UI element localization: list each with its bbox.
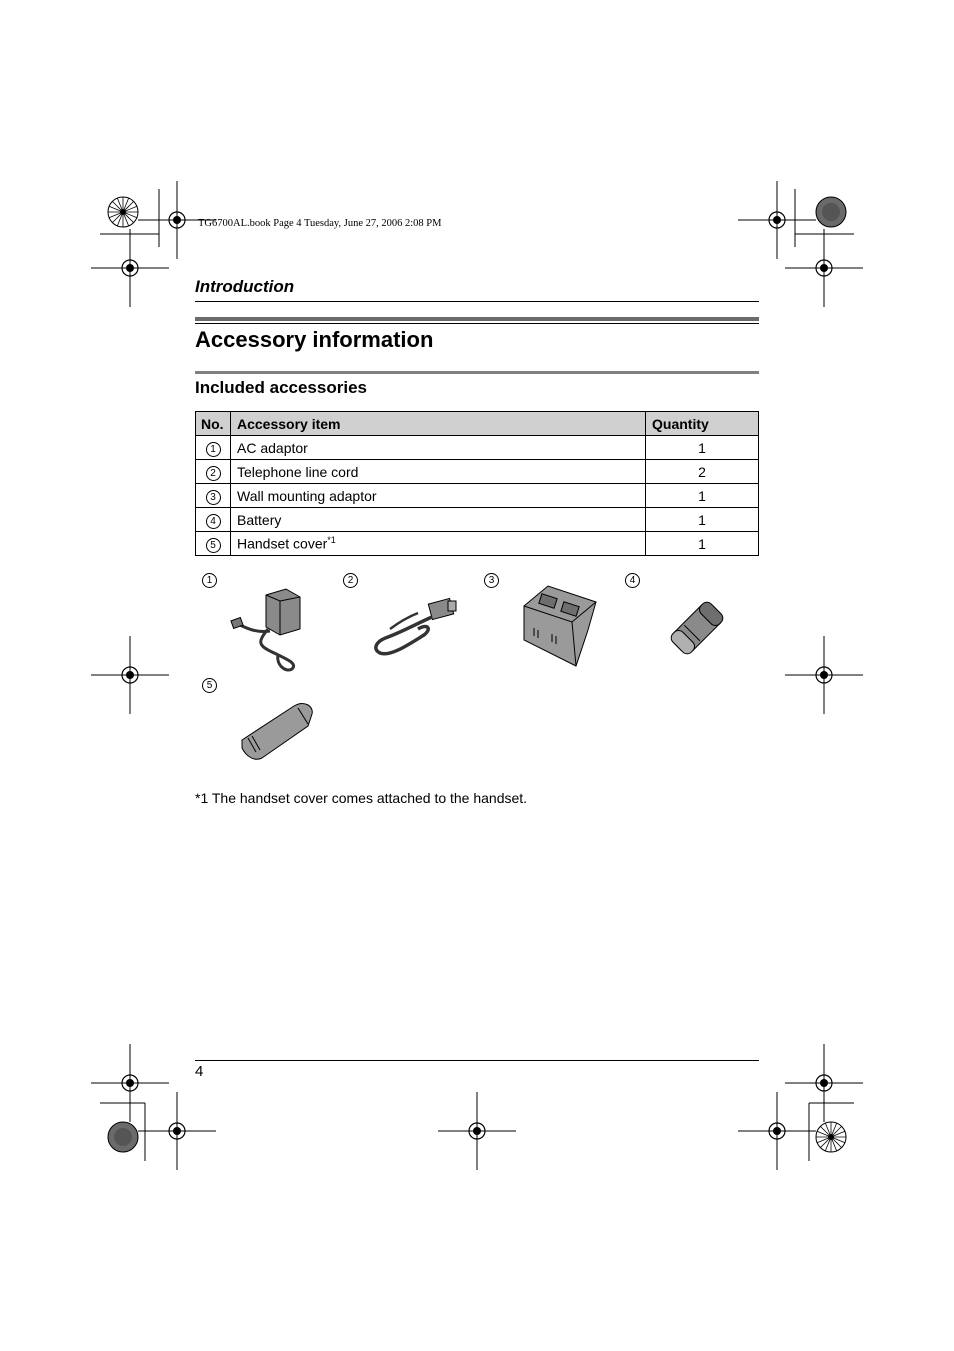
section-label: Introduction [195, 277, 295, 296]
title-rule-thin [195, 323, 759, 324]
figure-label: 2 [343, 573, 358, 588]
row-number: 5 [206, 538, 221, 553]
footnote: *1 The handset cover comes attached to the handset. [195, 790, 528, 806]
ac-adaptor-icon [228, 585, 308, 673]
accessory-table [195, 411, 759, 556]
footer-rule [195, 1060, 759, 1061]
figure-label: 1 [202, 573, 217, 588]
row-quantity: 1 [646, 532, 759, 556]
row-item: Battery [231, 508, 646, 532]
row-quantity: 1 [646, 508, 759, 532]
row-item: AC adaptor [231, 436, 646, 460]
row-number: 2 [206, 466, 221, 481]
table-row [196, 460, 759, 484]
sub-title: Included accessories [195, 378, 367, 397]
figure-label: 5 [202, 678, 217, 693]
table-row [196, 436, 759, 460]
handset-cover-icon [238, 700, 318, 762]
table-row [196, 532, 759, 556]
table-header-row [196, 412, 759, 436]
wall-mounting-adaptor-icon [518, 580, 600, 670]
figure-label: 3 [484, 573, 499, 588]
figure-label: 4 [625, 573, 640, 588]
row-quantity: 2 [646, 460, 759, 484]
row-item: Wall mounting adaptor [231, 484, 646, 508]
table-row [196, 484, 759, 508]
col-header-quantity: Quantity [646, 412, 759, 436]
row-item: Telephone line cord [231, 460, 646, 484]
row-item: Handset cover [237, 535, 328, 552]
footnote-ref: *1 [327, 535, 336, 546]
row-number: 1 [206, 442, 221, 457]
page-number: 4 [195, 1063, 204, 1080]
col-header-item: Accessory item [231, 412, 646, 436]
title-rule-top [195, 317, 759, 321]
page-title: Accessory information [195, 327, 434, 352]
row-number: 3 [206, 490, 221, 505]
section-rule [195, 301, 759, 302]
battery-icon [664, 597, 730, 659]
row-number: 4 [206, 514, 221, 529]
title-rule-bottom [195, 371, 759, 374]
row-item-cell [231, 532, 646, 556]
col-header-no: No. [196, 412, 231, 436]
table-row [196, 508, 759, 532]
row-quantity: 1 [646, 484, 759, 508]
telephone-line-cord-icon [368, 593, 468, 663]
row-quantity: 1 [646, 436, 759, 460]
print-header: TG6700AL.book Page 4 Tuesday, June 27, 2006 2:08 PM [198, 218, 442, 229]
